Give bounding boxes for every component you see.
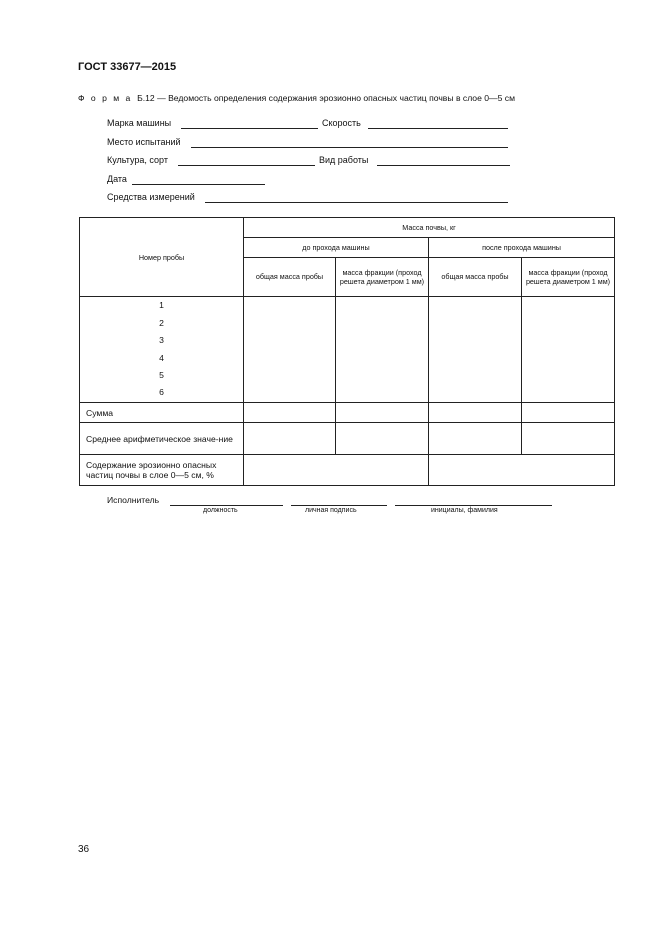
sum-row-label: Сумма — [80, 403, 244, 423]
data-cell[interactable] — [429, 297, 522, 403]
fraction-mass-after-header: масса фракции (проход решета диаметром 1 мм) — [522, 258, 615, 297]
data-cell[interactable] — [336, 297, 429, 403]
instruments-line[interactable] — [205, 202, 508, 203]
signature-caption: личная подпись — [305, 507, 357, 514]
data-cell[interactable] — [522, 297, 615, 403]
standard-header: ГОСТ 33677—2015 — [78, 61, 177, 73]
data-cell[interactable] — [429, 403, 522, 423]
content-row-label: Содержание эрозионно опасных частиц почвы в слое 0—5 см, % — [80, 455, 244, 486]
field-date: Дата — [107, 174, 127, 184]
form-title — [78, 93, 515, 103]
form-title-text: Б.12 — Ведомость определения содержания эрозионно опасных частиц почвы в слое 0—5 см — [137, 93, 515, 103]
data-cell[interactable] — [244, 403, 336, 423]
sample-row-5: 5 — [159, 369, 164, 380]
data-cell[interactable] — [429, 455, 615, 486]
executor-label: Исполнитель — [107, 495, 160, 505]
data-cell[interactable] — [336, 423, 429, 455]
machine-brand-line[interactable] — [181, 128, 318, 129]
position-caption: должность — [203, 507, 238, 514]
field-machine-brand: Марка машины — [107, 118, 172, 128]
field-work-type: Вид работы — [319, 155, 369, 165]
sample-row-3: 3 — [159, 335, 164, 346]
sample-row-2: 2 — [159, 317, 164, 328]
sample-number-header: Номер пробы — [80, 218, 244, 297]
field-instruments: Средства измерений — [107, 192, 195, 202]
signature-line[interactable] — [291, 505, 387, 506]
speed-line[interactable] — [368, 128, 508, 129]
test-place-line[interactable] — [191, 147, 508, 148]
data-cell[interactable] — [522, 423, 615, 455]
form-word: Ф о р м а — [78, 93, 133, 103]
data-cell[interactable] — [336, 403, 429, 423]
culture-line[interactable] — [178, 165, 315, 166]
soil-mass-header: Масса почвы, кг — [244, 218, 615, 238]
date-line[interactable] — [132, 184, 265, 185]
data-cell[interactable] — [244, 423, 336, 455]
before-pass-header: до прохода машины — [244, 238, 429, 258]
position-line[interactable] — [170, 505, 283, 506]
data-cell[interactable] — [244, 297, 336, 403]
sample-row-6: 6 — [159, 387, 164, 398]
sample-row-1: 1 — [159, 300, 164, 311]
sample-row-4: 4 — [159, 352, 164, 363]
measurement-table — [79, 217, 615, 486]
data-cell[interactable] — [244, 455, 429, 486]
mean-row-label: Среднее арифметическое значе-ние — [80, 423, 244, 455]
page-number: 36 — [78, 844, 90, 855]
field-culture: Культура, сорт — [107, 155, 168, 165]
total-mass-after-header: общая масса пробы — [429, 258, 522, 297]
sample-numbers-cell — [80, 297, 244, 403]
work-type-line[interactable] — [377, 165, 510, 166]
name-line[interactable] — [395, 505, 552, 506]
data-cell[interactable] — [522, 403, 615, 423]
field-speed: Скорость — [322, 118, 361, 128]
total-mass-before-header: общая масса пробы — [244, 258, 336, 297]
after-pass-header: после прохода машины — [429, 238, 615, 258]
field-test-place: Место испытаний — [107, 137, 181, 147]
name-caption: инициалы, фамилия — [431, 507, 498, 514]
fraction-mass-before-header: масса фракции (проход решета диаметром 1 мм) — [336, 258, 429, 297]
data-cell[interactable] — [429, 423, 522, 455]
